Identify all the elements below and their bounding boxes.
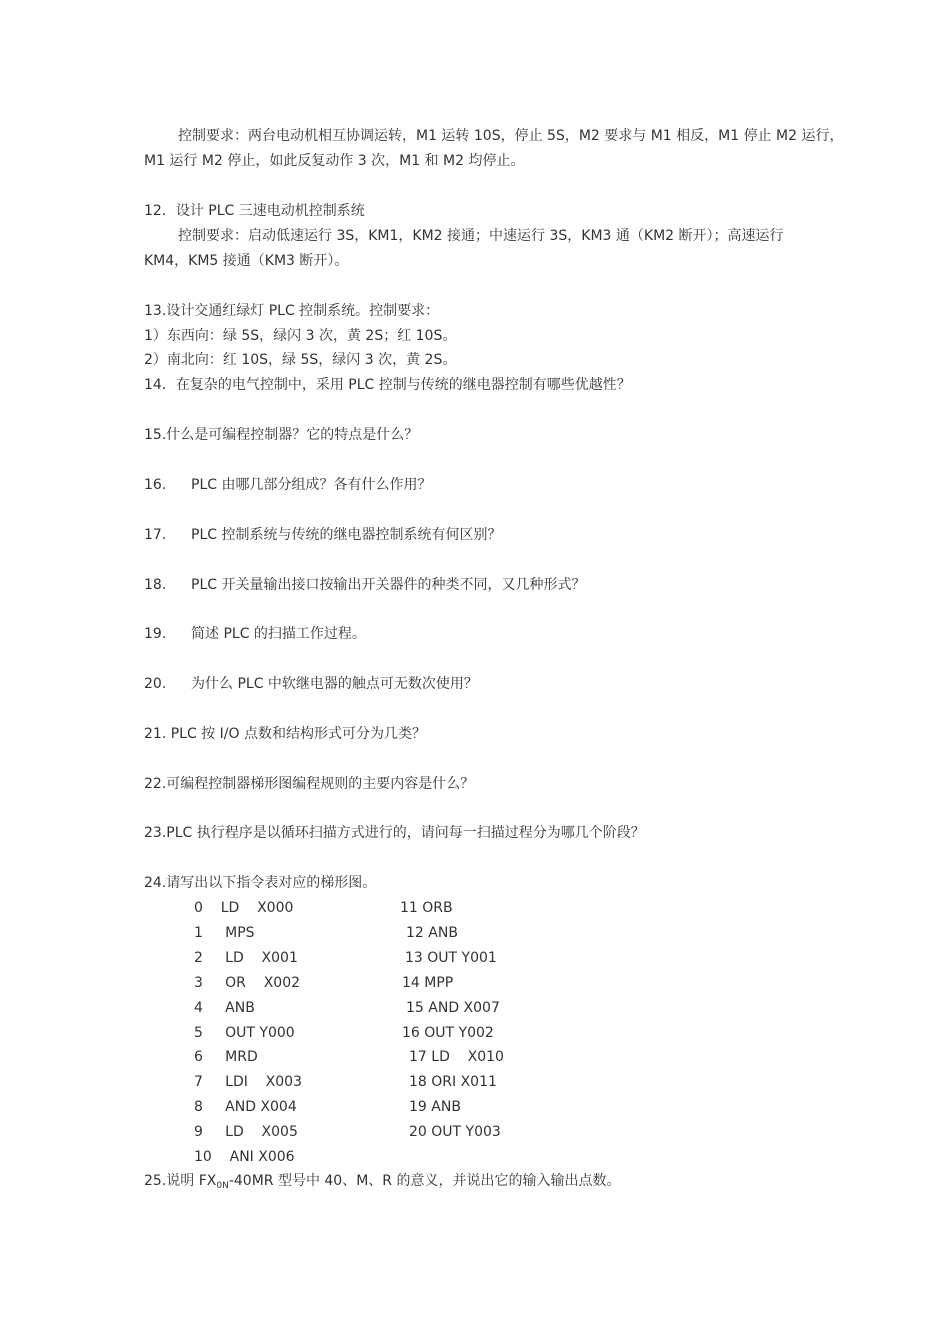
q24-question: 24.请写出以下指令表对应的梯形图。: [144, 875, 377, 891]
instruction-row: 1 MPS: [194, 925, 255, 941]
instruction-row: 0 LD X000: [194, 900, 294, 916]
q17-number: 17.: [144, 527, 167, 543]
q19-text: 简述 PLC 的扫描工作过程。: [191, 626, 366, 642]
instruction-row: 2 LD X001: [194, 950, 298, 966]
q20-number: 20.: [144, 676, 167, 692]
q15-question: 15.什么是可编程控制器？它的特点是什么？: [144, 427, 419, 443]
q18-number: 18.: [144, 577, 167, 593]
instruction-row: 13 OUT Y001: [405, 950, 497, 966]
instruction-row: 12 ANB: [406, 925, 458, 941]
instruction-row: 14 MPP: [402, 975, 454, 991]
instruction-row: 6 MRD: [194, 1049, 258, 1065]
q22-question: 22.可编程控制器梯形图编程规则的主要内容是什么？: [144, 776, 475, 792]
q23-question: 23.PLC 执行程序是以循环扫描方式进行的，请问每一扫描过程分为哪几个阶段？: [144, 825, 645, 841]
q14-question: 14．在复杂的电气控制中，采用 PLC 控制与传统的继电器控制有哪些优越性？: [144, 377, 631, 393]
q11-requirement-line-1: 控制要求：两台电动机相互协调运转，M1 运转 10S，停止 5S，M2 要求与 M1 相反，M1 停止 M2 运行，: [178, 128, 844, 144]
q12-requirement-line-1: 控制要求：启动低速运行 3S，KM1，KM2 接通；中速运行 3S，KM3 通（KM2 断开）；高速运行: [178, 228, 784, 244]
instruction-row: 7 LDI X003: [194, 1074, 302, 1090]
instruction-row: 19 ANB: [409, 1099, 461, 1115]
instruction-row: 9 LD X005: [194, 1124, 298, 1140]
q21-question: 21. PLC 按 I/O 点数和结构形式可分为几类？: [144, 726, 426, 742]
instruction-row: 16 OUT Y002: [402, 1025, 494, 1041]
instruction-row: 11 ORB: [400, 900, 453, 916]
q25-subscript: 0N: [216, 1181, 229, 1191]
q19-number: 19.: [144, 626, 167, 642]
instruction-row: 10 ANI X006: [194, 1149, 295, 1165]
instruction-row: 15 AND X007: [406, 1000, 500, 1016]
q25-prefix: 25.说明 FX: [144, 1173, 217, 1189]
instruction-row: 3 OR X002: [194, 975, 301, 991]
instruction-row: 5 OUT Y000: [194, 1025, 295, 1041]
instruction-row: 17 LD X010: [409, 1049, 504, 1065]
q13-title: 13.设计交通红绿灯 PLC 控制系统。控制要求：: [144, 303, 440, 319]
instruction-row: 18 ORI X011: [409, 1074, 497, 1090]
q18-text: PLC 开关量输出接口按输出开关器件的种类不同，又几种形式？: [191, 577, 586, 593]
q25-suffix: -40MR 型号中 40、M、R 的意义，并说出它的输入输出点数。: [228, 1173, 621, 1189]
instruction-row: 4 ANB: [194, 1000, 255, 1016]
instruction-row: 8 AND X004: [194, 1099, 297, 1115]
q11-requirement-line-2: M1 运行 M2 停止，如此反复动作 3 次，M1 和 M2 均停止。: [144, 153, 525, 169]
q12-requirement-line-2: KM4，KM5 接通（KM3 断开）。: [144, 253, 349, 269]
q16-text: PLC 由哪几部分组成？各有什么作用？: [191, 477, 432, 493]
q25-question: [144, 1172, 620, 1195]
q13-east-west: 1）东西向：绿 5S，绿闪 3 次，黄 2S；红 10S。: [144, 328, 457, 344]
q16-number: 16.: [144, 477, 167, 493]
q17-text: PLC 控制系统与传统的继电器控制系统有何区别？: [191, 527, 502, 543]
q13-north-south: 2）南北向：红 10S，绿 5S，绿闪 3 次，黄 2S。: [144, 352, 457, 368]
instruction-row: 20 OUT Y003: [409, 1124, 501, 1140]
q12-title: 12．设计 PLC 三速电动机控制系统: [144, 203, 365, 219]
q20-text: 为什么 PLC 中软继电器的触点可无数次使用？: [191, 676, 478, 692]
